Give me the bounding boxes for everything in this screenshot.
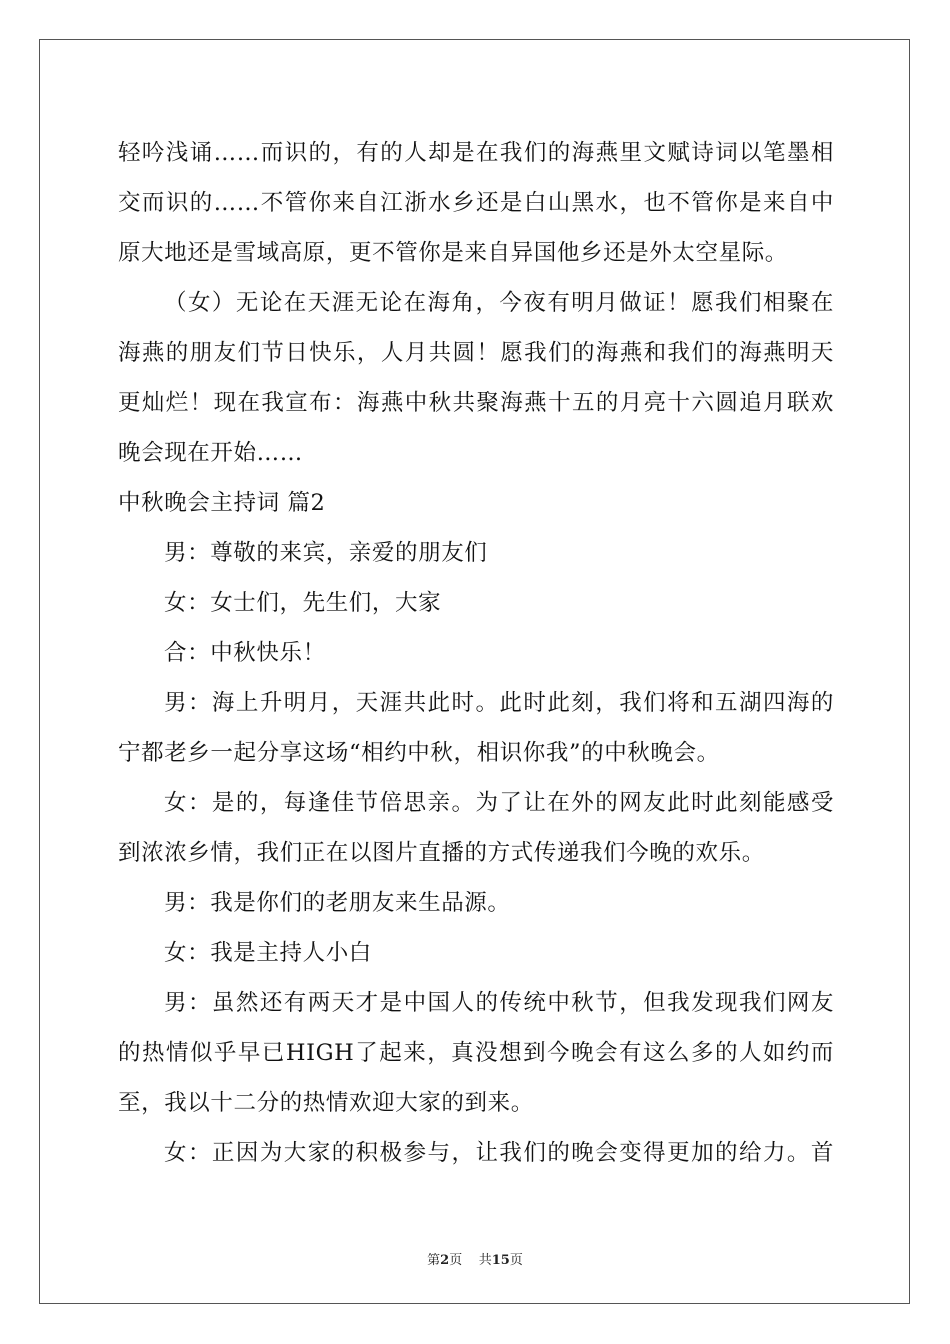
total-pages: 15 — [491, 1253, 510, 1268]
page-footer — [0, 1249, 950, 1268]
page-number: 2 — [440, 1253, 450, 1268]
dialogue-line: 女：我是主持人小白 — [164, 940, 372, 966]
paragraph-line: 交而识的……不管你来自江浙水乡还是白山黑水，也不管你是来自中 — [118, 190, 834, 216]
paragraph-line: 更灿烂！现在我宣布：海燕中秋共聚海燕十五的月亮十六圆追月联欢 — [118, 390, 834, 416]
paragraph-line: （女）无论在天涯无论在海角，今夜有明月做证！愿我们相聚在 — [164, 290, 834, 316]
section-heading: 中秋晚会主持词 篇2 — [118, 490, 326, 516]
total-prefix: 共 — [478, 1253, 492, 1268]
dialogue-line: 合：中秋快乐！ — [164, 640, 326, 666]
paragraph-line: 晚会现在开始…… — [118, 440, 303, 466]
page-prefix: 第 — [427, 1253, 441, 1268]
dialogue-line: 男：尊敬的来宾，亲爱的朋友们 — [164, 540, 488, 566]
dialogue-line: 女：正因为大家的积极参与，让我们的晚会变得更加的给力。首 — [164, 1140, 834, 1166]
paragraph-line: 的热情似乎早已HIGH了起来，真没想到今晚会有这么多的人如约而 — [118, 1040, 834, 1066]
paragraph-line: 轻吟浅诵……而识的，有的人却是在我们的海燕里文赋诗词以笔墨相 — [118, 140, 834, 166]
paragraph-line: 至，我以十二分的热情欢迎大家的到来。 — [118, 1090, 534, 1116]
dialogue-line: 女：是的，每逢佳节倍思亲。为了让在外的网友此时此刻能感受 — [164, 790, 834, 816]
paragraph-line: 到浓浓乡情，我们正在以图片直播的方式传递我们今晚的欢乐。 — [118, 840, 765, 866]
dialogue-line: 男：海上升明月，天涯共此时。此时此刻，我们将和五湖四海的 — [164, 690, 834, 716]
paragraph-line: 海燕的朋友们节日快乐，人月共圆！愿我们的海燕和我们的海燕明天 — [118, 340, 834, 366]
paragraph-line: 原大地还是雪域高原，更不管你是来自异国他乡还是外太空星际。 — [118, 240, 788, 266]
total-suffix: 页 — [509, 1253, 523, 1268]
document-body — [118, 128, 834, 1178]
dialogue-line: 女：女士们，先生们，大家 — [164, 590, 442, 616]
page-suffix: 页 — [449, 1253, 463, 1268]
dialogue-line: 男：我是你们的老朋友来生品源。 — [164, 890, 511, 916]
paragraph-line: 宁都老乡一起分享这场“相约中秋，相识你我”的中秋晚会。 — [118, 740, 720, 766]
dialogue-line: 男：虽然还有两天才是中国人的传统中秋节，但我发现我们网友 — [164, 990, 834, 1016]
